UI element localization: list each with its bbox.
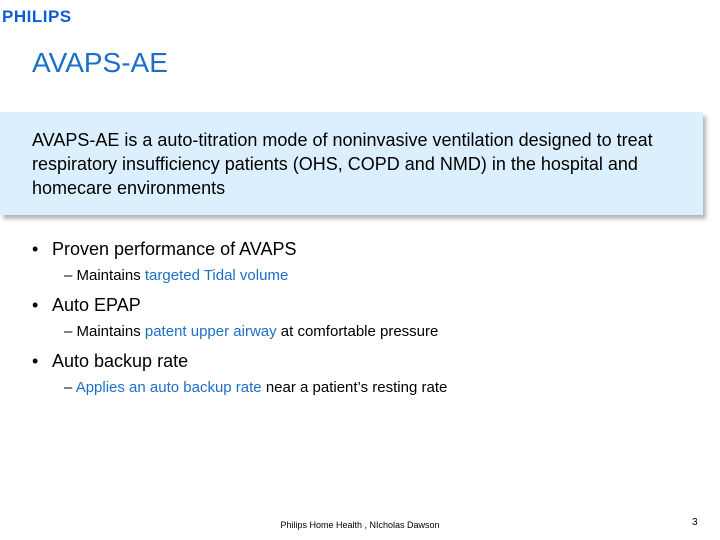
sub-bullet-prefix: – bbox=[64, 379, 76, 396]
sub-bullet-highlight: targeted Tidal volume bbox=[144, 267, 289, 284]
philips-logo: PHILIPS bbox=[2, 7, 72, 26]
bullet-dot-icon: • bbox=[32, 295, 39, 315]
footer-text: Philips Home Health , NIcholas Dawson bbox=[280, 520, 440, 530]
sub-bullet-prefix: – Maintains bbox=[64, 267, 145, 284]
sub-bullet bbox=[32, 323, 672, 341]
bullet-dot-icon: • bbox=[32, 239, 39, 259]
sub-bullet-highlight: patent upper airway bbox=[144, 323, 277, 340]
bullet-dot-icon: • bbox=[32, 351, 39, 371]
bullet-text: Auto EPAP bbox=[52, 295, 141, 315]
sub-bullet-suffix: near a patient’s resting rate bbox=[261, 379, 448, 396]
bullet-item bbox=[32, 238, 672, 260]
callout-text: AVAPS-AE is a auto-titration mode of noninvasive ventilation designed to treat respiratory insufficiency patients (OHS, COPD and NMD) in the hospital and homecare environments bbox=[32, 130, 653, 198]
bullet-text: Auto backup rate bbox=[52, 351, 189, 371]
sub-bullet bbox=[32, 379, 672, 397]
sub-bullet-prefix: – Maintains bbox=[64, 323, 145, 340]
slide-title: AVAPS-AE bbox=[32, 47, 168, 78]
bullet-item bbox=[32, 294, 672, 316]
bullet-list bbox=[32, 238, 672, 406]
bullet-item bbox=[32, 350, 672, 372]
sub-bullet-suffix: at comfortable pressure bbox=[276, 323, 439, 340]
sub-bullet-highlight: Applies an auto backup rate bbox=[75, 379, 262, 396]
sub-bullet bbox=[32, 267, 672, 285]
bullet-text: Proven performance of AVAPS bbox=[52, 239, 297, 259]
page-number: 3 bbox=[692, 517, 698, 528]
